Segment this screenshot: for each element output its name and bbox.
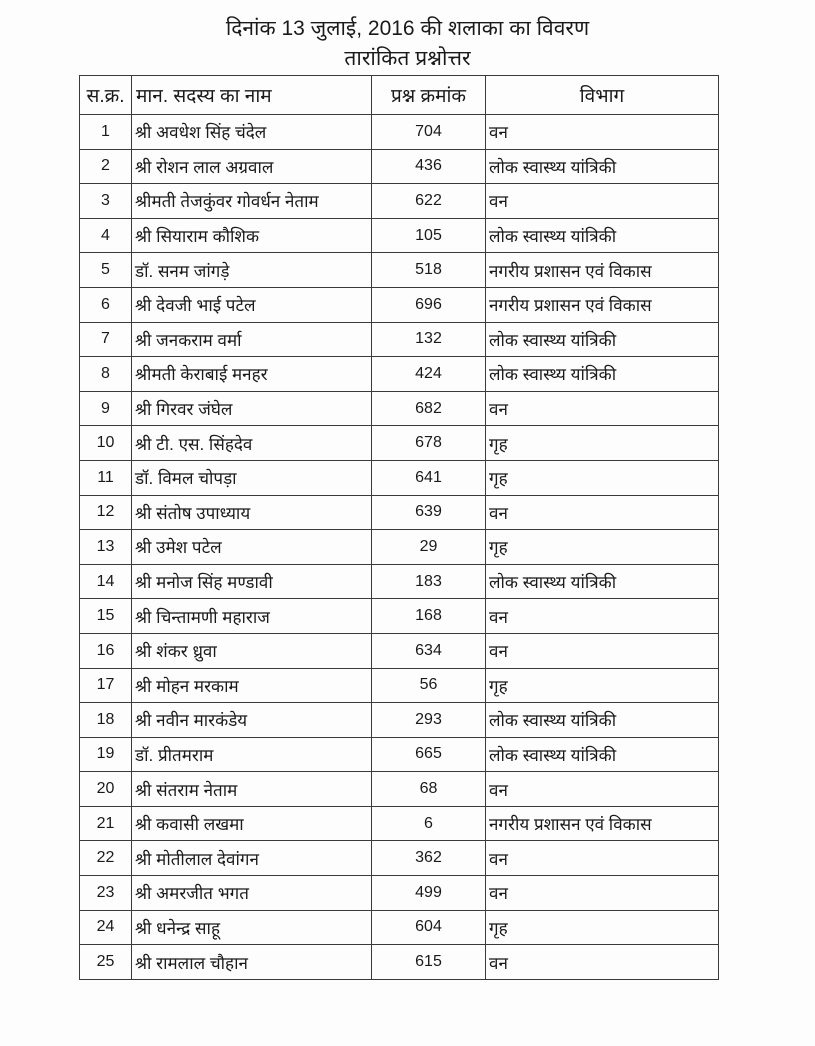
- cell-department: नगरीय प्रशासन एवं विकास: [486, 253, 719, 288]
- cell-member-name: श्री देवजी भाई पटेल: [132, 287, 372, 322]
- cell-department: वन: [486, 841, 719, 876]
- table-body: [80, 115, 719, 980]
- cell-department: वन: [486, 633, 719, 668]
- cell-question-no: 615: [372, 945, 486, 980]
- cell-question-no: 622: [372, 184, 486, 219]
- table-row: [80, 737, 719, 772]
- table-row: [80, 253, 719, 288]
- header-member-name: मान. सदस्य का नाम: [132, 76, 372, 115]
- cell-serial: 20: [80, 772, 132, 807]
- cell-department: वन: [486, 772, 719, 807]
- cell-member-name: श्री कवासी लखमा: [132, 806, 372, 841]
- cell-question-no: 704: [372, 115, 486, 150]
- cell-member-name: श्री सियाराम कौशिक: [132, 218, 372, 253]
- cell-question-no: 293: [372, 703, 486, 738]
- table-row: [80, 495, 719, 530]
- cell-serial: 12: [80, 495, 132, 530]
- cell-department: वन: [486, 184, 719, 219]
- cell-question-no: 665: [372, 737, 486, 772]
- cell-question-no: 678: [372, 426, 486, 461]
- table-row: [80, 184, 719, 219]
- cell-member-name: डॉ. सनम जांगड़े: [132, 253, 372, 288]
- cell-member-name: श्री रोशन लाल अग्रवाल: [132, 149, 372, 184]
- table-row: [80, 599, 719, 634]
- cell-department: लोक स्वास्थ्य यांत्रिकी: [486, 737, 719, 772]
- cell-question-no: 168: [372, 599, 486, 634]
- table-row: [80, 287, 719, 322]
- cell-department: वन: [486, 945, 719, 980]
- cell-question-no: 641: [372, 460, 486, 495]
- cell-department: लोक स्वास्थ्य यांत्रिकी: [486, 149, 719, 184]
- cell-question-no: 639: [372, 495, 486, 530]
- cell-department: वन: [486, 115, 719, 150]
- cell-member-name: श्री अवधेश सिंह चंदेल: [132, 115, 372, 150]
- table-row: [80, 772, 719, 807]
- cell-serial: 24: [80, 910, 132, 945]
- cell-question-no: 424: [372, 357, 486, 392]
- cell-member-name: श्री रामलाल चौहान: [132, 945, 372, 980]
- table-row: [80, 149, 719, 184]
- cell-question-no: 499: [372, 876, 486, 911]
- cell-serial: 25: [80, 945, 132, 980]
- cell-serial: 14: [80, 564, 132, 599]
- cell-department: गृह: [486, 668, 719, 703]
- table-row: [80, 945, 719, 980]
- document-title: दिनांक 13 जुलाई, 2016 की शलाका का विवरण: [225, 17, 590, 40]
- cell-serial: 18: [80, 703, 132, 738]
- cell-member-name: श्रीमती तेजकुंवर गोवर्धन नेताम: [132, 184, 372, 219]
- cell-serial: 4: [80, 218, 132, 253]
- cell-question-no: 105: [372, 218, 486, 253]
- cell-serial: 15: [80, 599, 132, 634]
- cell-department: गृह: [486, 530, 719, 565]
- cell-serial: 19: [80, 737, 132, 772]
- cell-department: लोक स्वास्थ्य यांत्रिकी: [486, 564, 719, 599]
- cell-serial: 3: [80, 184, 132, 219]
- cell-serial: 11: [80, 460, 132, 495]
- cell-department: लोक स्वास्थ्य यांत्रिकी: [486, 357, 719, 392]
- cell-serial: 16: [80, 633, 132, 668]
- cell-member-name: श्री मोहन मरकाम: [132, 668, 372, 703]
- cell-question-no: 183: [372, 564, 486, 599]
- cell-serial: 2: [80, 149, 132, 184]
- header-department: विभाग: [486, 76, 719, 115]
- cell-department: नगरीय प्रशासन एवं विकास: [486, 806, 719, 841]
- cell-question-no: 56: [372, 668, 486, 703]
- cell-serial: 23: [80, 876, 132, 911]
- cell-serial: 10: [80, 426, 132, 461]
- cell-serial: 9: [80, 391, 132, 426]
- table-row: [80, 876, 719, 911]
- table-row: [80, 806, 719, 841]
- cell-department: गृह: [486, 426, 719, 461]
- cell-serial: 13: [80, 530, 132, 565]
- cell-question-no: 436: [372, 149, 486, 184]
- cell-member-name: श्री मनोज सिंह मण्डावी: [132, 564, 372, 599]
- cell-member-name: श्री मोतीलाल देवांगन: [132, 841, 372, 876]
- cell-member-name: डॉ. प्रीतमराम: [132, 737, 372, 772]
- cell-member-name: डॉ. विमल चोपड़ा: [132, 460, 372, 495]
- cell-question-no: 29: [372, 530, 486, 565]
- table-row: [80, 357, 719, 392]
- table-row: [80, 910, 719, 945]
- table-row: [80, 391, 719, 426]
- cell-question-no: 696: [372, 287, 486, 322]
- cell-member-name: श्री शंकर ध्रुवा: [132, 633, 372, 668]
- cell-question-no: 6: [372, 806, 486, 841]
- cell-member-name: श्री अमरजीत भगत: [132, 876, 372, 911]
- cell-question-no: 518: [372, 253, 486, 288]
- table-row: [80, 460, 719, 495]
- table-row: [80, 703, 719, 738]
- cell-member-name: श्री धनेन्द्र साहू: [132, 910, 372, 945]
- header-question-no: प्रश्न क्रमांक: [372, 76, 486, 115]
- cell-department: गृह: [486, 910, 719, 945]
- cell-member-name: श्री टी. एस. सिंहदेव: [132, 426, 372, 461]
- cell-question-no: 362: [372, 841, 486, 876]
- cell-serial: 17: [80, 668, 132, 703]
- cell-serial: 7: [80, 322, 132, 357]
- table-row: [80, 426, 719, 461]
- cell-serial: 5: [80, 253, 132, 288]
- cell-department: वन: [486, 495, 719, 530]
- table-row: [80, 841, 719, 876]
- cell-question-no: 634: [372, 633, 486, 668]
- cell-member-name: श्री संतराम नेताम: [132, 772, 372, 807]
- document-subtitle: तारांकित प्रश्नोत्तर: [344, 47, 471, 70]
- cell-department: वन: [486, 391, 719, 426]
- cell-member-name: श्री उमेश पटेल: [132, 530, 372, 565]
- cell-member-name: श्री जनकराम वर्मा: [132, 322, 372, 357]
- cell-member-name: श्री चिन्तामणी महाराज: [132, 599, 372, 634]
- cell-question-no: 132: [372, 322, 486, 357]
- table-row: [80, 218, 719, 253]
- cell-department: लोक स्वास्थ्य यांत्रिकी: [486, 218, 719, 253]
- cell-question-no: 68: [372, 772, 486, 807]
- cell-department: लोक स्वास्थ्य यांत्रिकी: [486, 703, 719, 738]
- table-row: [80, 633, 719, 668]
- cell-department: वन: [486, 876, 719, 911]
- cell-member-name: श्रीमती केराबाई मनहर: [132, 357, 372, 392]
- table-row: [80, 564, 719, 599]
- table-row: [80, 668, 719, 703]
- cell-department: लोक स्वास्थ्य यांत्रिकी: [486, 322, 719, 357]
- cell-serial: 22: [80, 841, 132, 876]
- cell-department: गृह: [486, 460, 719, 495]
- table-row: [80, 322, 719, 357]
- cell-serial: 21: [80, 806, 132, 841]
- cell-member-name: श्री नवीन मारकंडेय: [132, 703, 372, 738]
- cell-question-no: 604: [372, 910, 486, 945]
- table-row: [80, 115, 719, 150]
- cell-member-name: श्री संतोष उपाध्याय: [132, 495, 372, 530]
- table-row: [80, 530, 719, 565]
- cell-question-no: 682: [372, 391, 486, 426]
- cell-serial: 6: [80, 287, 132, 322]
- header-serial: स.क्र.: [80, 76, 132, 115]
- cell-serial: 8: [80, 357, 132, 392]
- cell-department: वन: [486, 599, 719, 634]
- cell-serial: 1: [80, 115, 132, 150]
- table-header-row: [80, 76, 719, 115]
- questions-table: [79, 75, 719, 980]
- cell-department: नगरीय प्रशासन एवं विकास: [486, 287, 719, 322]
- cell-member-name: श्री गिरवर जंघेल: [132, 391, 372, 426]
